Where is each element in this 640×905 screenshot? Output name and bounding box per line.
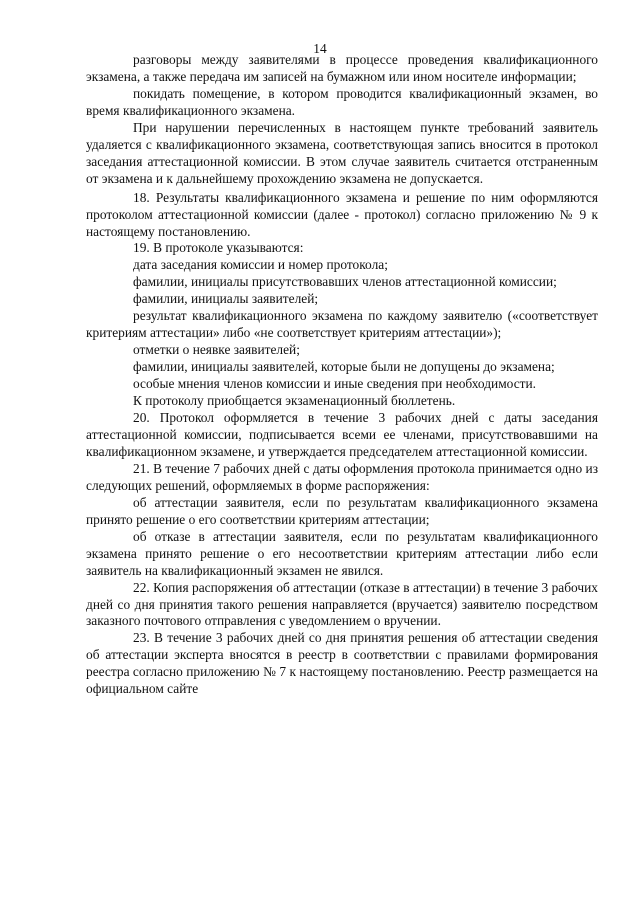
paragraph: При нарушении перечисленных в настоящем пункте требований заявитель удаляется с квалификационного экзамена, соответствующая запись вносится в протокол заседания аттестационной комиссии. В этом случае заявитель считается отстраненным от экзамена и к дальнейшему прохождению экзамена не допускается. <box>86 119 598 186</box>
page-number: 14 <box>313 41 327 56</box>
paragraph: особые мнения членов комиссии и иные сведения при необходимости. <box>133 376 537 392</box>
paragraph: 18. Результаты квалификационного экзамена и решение по ним оформляются протоколом аттестационной комиссии (далее - протокол) согласно приложению № 9 к настоящему постановлению. <box>86 189 598 239</box>
paragraph: фамилии, инициалы заявителей; <box>133 291 319 307</box>
paragraph: покидать помещение, в котором проводится квалификационный экзамен, во время квалификационного экзамена. <box>86 85 598 118</box>
paragraph: отметки о неявке заявителей; <box>133 342 300 358</box>
paragraph: 23. В течение 3 рабочих дней со дня принятия решения об аттестации сведения об аттестации эксперта вносятся в реестр в соответствии с правилами формирования реестра согласно приложению № 7 к настоящему постановлению. Реестр размещается на официальном сайте <box>86 630 598 697</box>
paragraph: К протоколу приобщается экзаменационный бюллетень. <box>133 393 456 409</box>
paragraph: фамилии, инициалы заявителей, которые были не допущены до экзамена; <box>133 359 555 375</box>
paragraph: 20. Протокол оформляется в течение 3 рабочих дней с даты заседания аттестационной комиссии, подписывается всеми ее членами, присутствовавшими на квалификационном экзамене, и утверждается председателем аттестационной комиссии. <box>86 410 598 459</box>
paragraph: 21. В течение 7 рабочих дней с даты оформления протокола принимается одно из следующих решений, оформляемых в форме распоряжения: <box>86 460 598 493</box>
paragraph: результат квалификационного экзамена по каждому заявителю («соответствует критериям аттестации» либо «не соответствует критериям аттестации»); <box>86 308 598 341</box>
paragraph: об аттестации заявителя, если по результатам квалификационного экзамена принято решение о его соответствии критериям аттестации; <box>86 494 598 527</box>
document-body <box>86 52 598 698</box>
paragraph: 19. В протоколе указываются: <box>133 240 304 256</box>
paragraph: 22. Копия распоряжения об аттестации (отказе в аттестации) в течение 3 рабочих дней со дня принятия такого решения направляется (вручается) заявителю посредством заказного почтового отправления с уведомлением о вручении. <box>86 579 598 629</box>
paragraph: фамилии, инициалы присутствовавших членов аттестационной комиссии; <box>133 274 557 290</box>
paragraph: об отказе в аттестации заявителя, если по результатам квалификационного экзамена принято решение о его несоответствии критериям аттестации либо если заявитель на квалификационный экзамен не явился. <box>86 528 598 578</box>
paragraph: дата заседания комиссии и номер протокола; <box>133 257 388 273</box>
paragraph: разговоры между заявителями в процессе проведения квалификационного экзамена, а также передача им записей на бумажном или ином носителе информации; <box>86 52 598 84</box>
